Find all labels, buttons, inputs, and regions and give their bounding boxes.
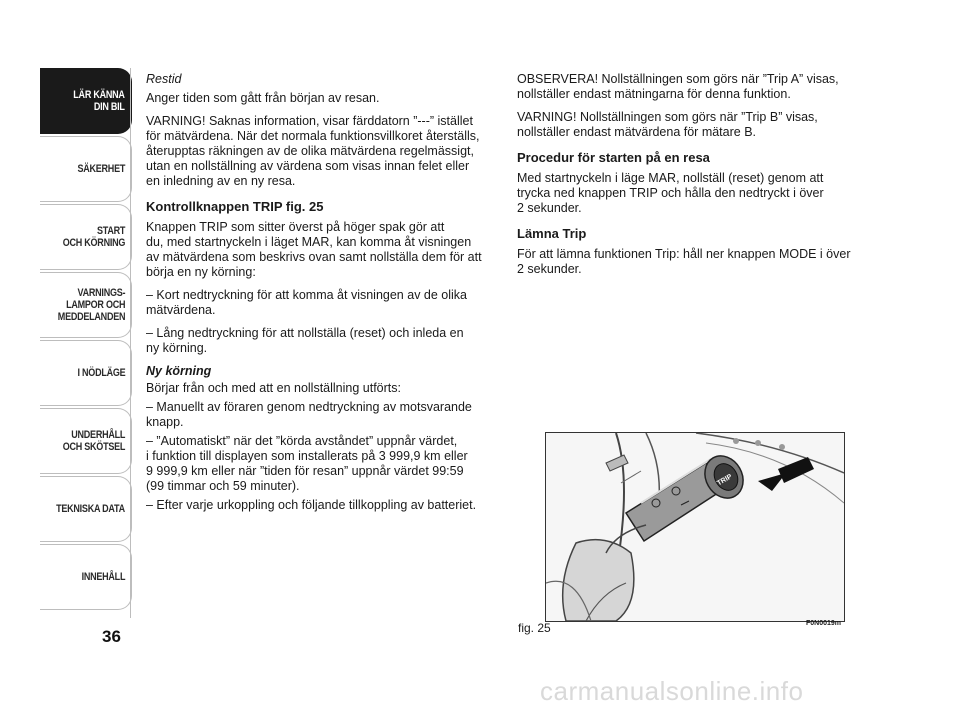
tab-varningslampor[interactable] bbox=[40, 272, 132, 338]
tab-lar-kanna-din-bil[interactable] bbox=[40, 68, 132, 134]
observera-paragraph: OBSERVERA! Nollställningen som görs när ”Trip A” visas, nollställer endast mätningarna för denna funktion. bbox=[517, 72, 839, 101]
tab-label: VARNINGS- LAMPOR OCH MEDDELANDEN bbox=[57, 287, 125, 323]
lamna-trip-heading: Lämna Trip bbox=[517, 226, 587, 241]
tab-label: TEKNISKA DATA bbox=[56, 503, 125, 515]
left-column bbox=[146, 72, 496, 521]
tab-label: LÄR KÄNNA DIN BIL bbox=[73, 89, 125, 113]
page-number: 36 bbox=[102, 627, 121, 646]
tab-label: I NÖDLÄGE bbox=[77, 367, 125, 379]
figure-code: F0N0019m bbox=[806, 620, 842, 627]
figure-caption: fig. 25 bbox=[518, 621, 551, 635]
lang-list-item: – Lång nedtryckning för att nollställa (reset) och inleda en ny körning. bbox=[146, 326, 464, 355]
manuellt-list-item: – Manuellt av föraren genom nedtryckning av motsvarande knapp. bbox=[146, 400, 472, 429]
trip-stalk-drawing bbox=[546, 433, 844, 621]
sidebar-divider bbox=[130, 68, 131, 618]
automatiskt-list-item: – ”Automatiskt” när det ”körda avståndet” uppnår värdet, i funktion till displayen som installerats på 3 999,9 km eller 9 999,9 km eller när ”tiden för resan” uppnår värdet 99:59 (99 timmar och 59 minuter). bbox=[146, 434, 468, 493]
kontroll-paragraph: Knappen TRIP som sitter överst på höger spak gör att du, med startnyckeln i läget MAR, kan komma åt visningen av mätvärdena som beskrivs ovan samt nollställa dem för att börja en ny körning: bbox=[146, 220, 482, 279]
kort-list-item: – Kort nedtryckning för att komma åt visningen av de olika mätvärdena. bbox=[146, 288, 467, 317]
tab-tekniska-data[interactable] bbox=[40, 476, 132, 542]
tab-innehall[interactable] bbox=[40, 544, 132, 610]
tab-label: START OCH KÖRNING bbox=[62, 225, 125, 249]
procedur-heading: Procedur för starten på en resa bbox=[517, 150, 710, 165]
tab-underhall[interactable] bbox=[40, 408, 132, 474]
efter-list-item: – Efter varje urkoppling och följande tillkoppling av batteriet. bbox=[146, 498, 477, 512]
lamna-trip-paragraph: För att lämna funktionen Trip: håll ner knappen MODE i över 2 sekunder. bbox=[517, 247, 851, 276]
varning-b-paragraph: VARNING! Nollställningen som görs när ”Trip B” visas, nollställer endast mätvärdena för mätare B. bbox=[517, 110, 818, 139]
restid-heading: Restid bbox=[146, 72, 182, 86]
restid-text: Anger tiden som gått från början av resan. bbox=[146, 91, 380, 105]
right-column bbox=[517, 72, 867, 285]
tab-start-och-korning[interactable] bbox=[40, 204, 132, 270]
ny-korning-heading: Ny körning bbox=[146, 364, 212, 378]
tab-label: SÄKERHET bbox=[77, 163, 125, 175]
tab-sakerhet[interactable] bbox=[40, 136, 132, 202]
figure-25-illustration bbox=[545, 432, 845, 622]
varning-paragraph: VARNING! Saknas information, visar färddatorn ”---” istället för mätvärdena. När det normala funktionsvillkoret återställs, återupptas räkningen av de olika mätvärdena regelmässigt, utan en nollställning av värdena som visas innan felet eller en inledning av en ny resa. bbox=[146, 114, 480, 188]
chapter-tabs bbox=[40, 68, 132, 612]
procedur-paragraph: Med startnyckeln i läge MAR, nollställ (reset) genom att trycka ned knappen TRIP och hålla den nedtryckt i över 2 sekunder. bbox=[517, 171, 824, 215]
ny-korning-text: Börjar från och med att en nollställning utförts: bbox=[146, 381, 401, 395]
tab-label: INNEHÅLL bbox=[81, 571, 125, 583]
tab-label: UNDERHÅLL OCH SKÖTSEL bbox=[62, 429, 125, 453]
tab-i-nodlage[interactable] bbox=[40, 340, 132, 406]
watermark-text: carmanualsonline.info bbox=[540, 676, 804, 706]
kontroll-heading: Kontrollknappen TRIP fig. 25 bbox=[146, 199, 324, 214]
trip-button-label: TRIP bbox=[716, 473, 734, 488]
